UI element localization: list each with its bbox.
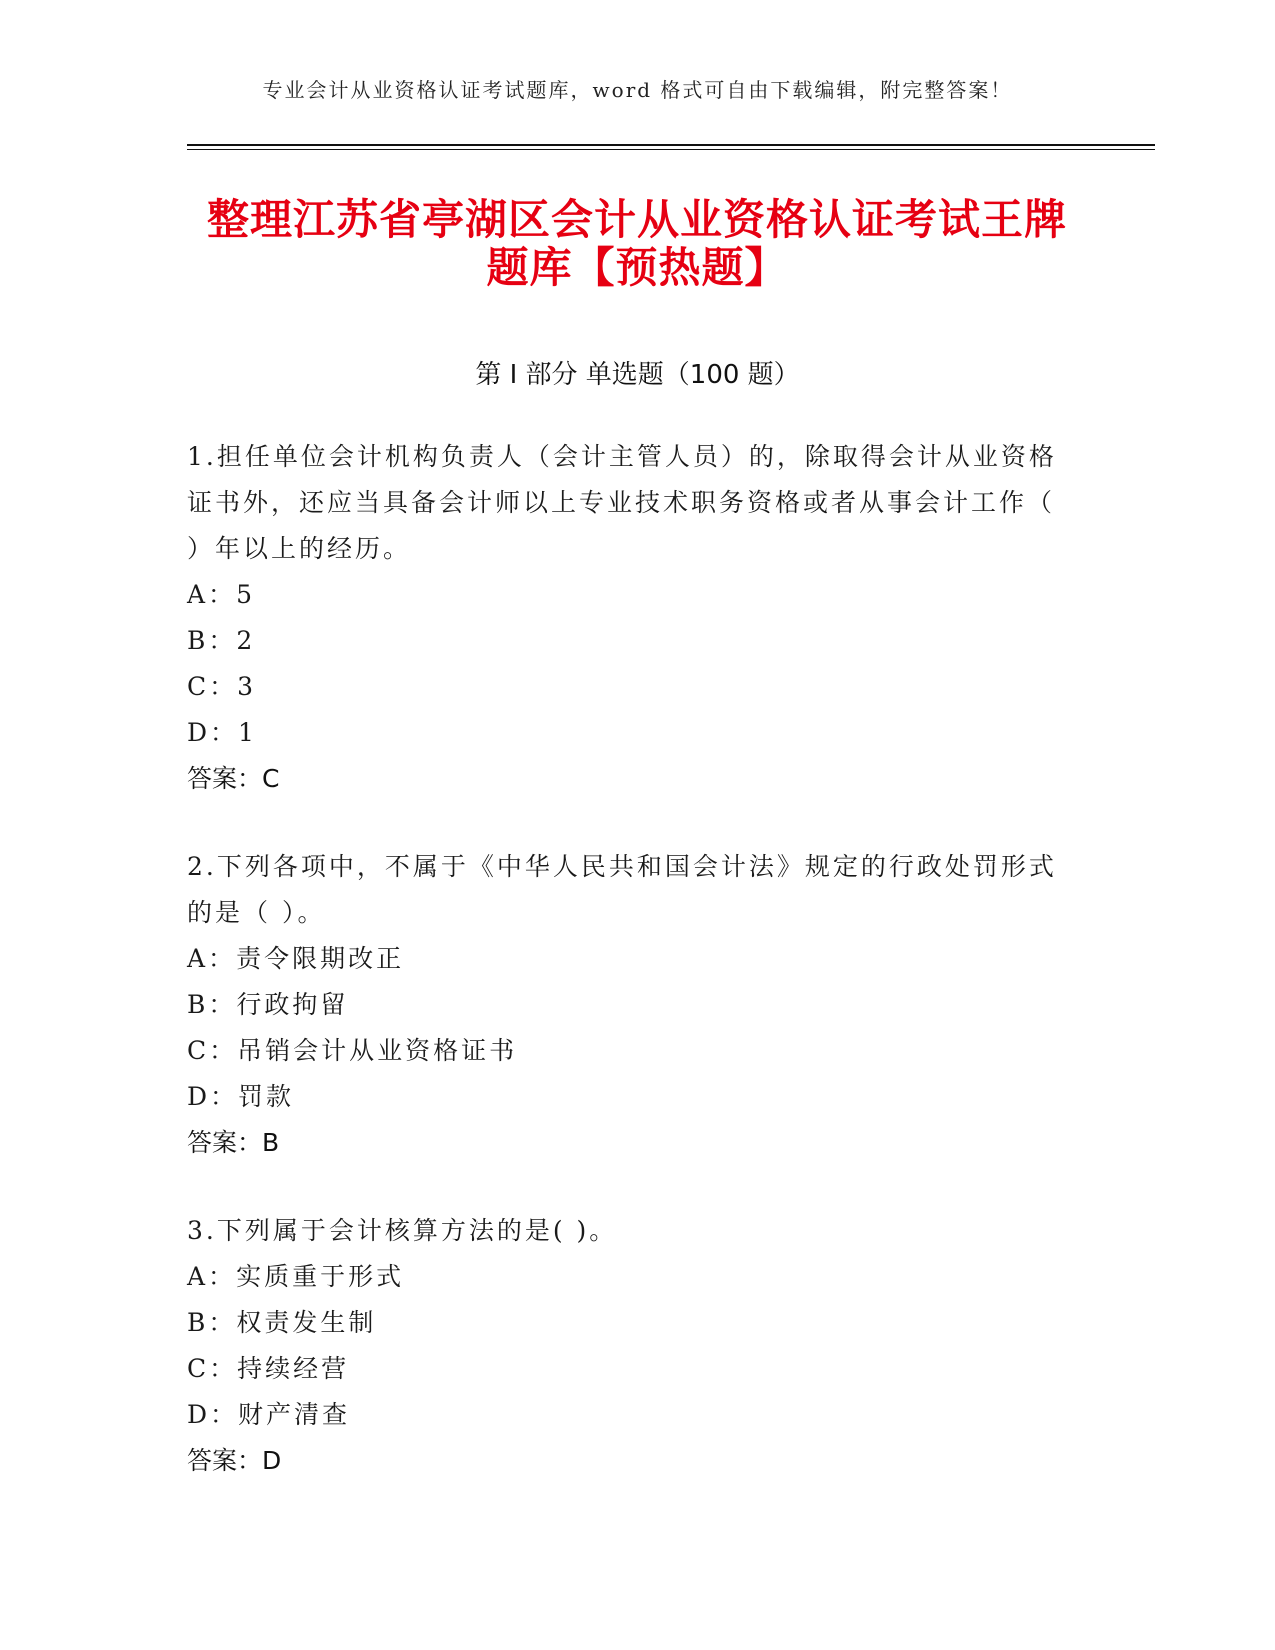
option-key: B： bbox=[187, 626, 237, 655]
answer: 答案：B bbox=[187, 1128, 280, 1157]
document-title: 整理江苏省亭湖区会计从业资格认证考试王牌题库【预热题】 bbox=[206, 195, 1067, 292]
option-key: C： bbox=[187, 672, 238, 701]
option-a bbox=[187, 936, 1057, 982]
question-2 bbox=[187, 844, 1057, 1166]
option-b bbox=[187, 618, 1057, 664]
option-text: 3 bbox=[237, 672, 257, 701]
option-a bbox=[187, 1254, 1057, 1300]
option-key: A： bbox=[187, 580, 237, 609]
header-note: 专业会计从业资格认证考试题库，word 格式可自由下载编辑，附完整答案！ bbox=[262, 78, 1013, 102]
header-rule-thick bbox=[187, 144, 1155, 146]
option-d bbox=[187, 1392, 1057, 1438]
option-text: 实质重于形式 bbox=[236, 1262, 405, 1291]
option-b bbox=[187, 982, 1057, 1028]
option-text: 权责发生制 bbox=[236, 1308, 377, 1337]
option-key: D： bbox=[187, 1400, 239, 1429]
option-key: B： bbox=[187, 990, 237, 1019]
option-a bbox=[187, 572, 1057, 618]
option-key: A： bbox=[187, 944, 237, 973]
option-text: 2 bbox=[236, 626, 256, 655]
option-key: C： bbox=[187, 1354, 238, 1383]
option-d bbox=[187, 1074, 1057, 1120]
question-3 bbox=[187, 1208, 1057, 1484]
option-key: D： bbox=[187, 1082, 239, 1111]
option-text: 1 bbox=[238, 718, 257, 747]
option-text: 罚款 bbox=[238, 1082, 295, 1111]
question-stem: 1.担任单位会计机构负责人（会计主管人员）的，除取得会计从业资格证书外，还应当具备会计师以上专业技术职务资格或者从事会计工作（ ）年以上的经历。 bbox=[187, 442, 1057, 563]
option-c bbox=[187, 1346, 1057, 1392]
option-key: D： bbox=[187, 718, 239, 747]
option-text: 财产清查 bbox=[238, 1400, 351, 1429]
answer: 答案：D bbox=[187, 1446, 282, 1475]
option-b bbox=[187, 1300, 1057, 1346]
option-text: 行政拘留 bbox=[236, 990, 349, 1019]
option-key: A： bbox=[187, 1262, 237, 1291]
option-key: B： bbox=[187, 1308, 237, 1337]
option-key: C： bbox=[187, 1036, 238, 1065]
question-stem: 3.下列属于会计核算方法的是( )。 bbox=[187, 1216, 618, 1245]
answer: 答案：C bbox=[187, 764, 280, 793]
question-list bbox=[187, 434, 1057, 1526]
option-text: 吊销会计从业资格证书 bbox=[237, 1036, 518, 1065]
option-c bbox=[187, 664, 1057, 710]
option-c bbox=[187, 1028, 1057, 1074]
question-1 bbox=[187, 434, 1057, 802]
header-rule-thin bbox=[187, 149, 1155, 150]
question-stem: 2.下列各项中，不属于《中华人民共和国会计法》规定的行政处罚形式的是（ ）。 bbox=[187, 852, 1057, 927]
section-title: 第 I 部分 单选题（100 题） bbox=[475, 360, 800, 390]
option-d bbox=[187, 710, 1057, 756]
option-text: 持续经营 bbox=[237, 1354, 350, 1383]
option-text: 5 bbox=[236, 580, 255, 609]
option-text: 责令限期改正 bbox=[236, 944, 405, 973]
